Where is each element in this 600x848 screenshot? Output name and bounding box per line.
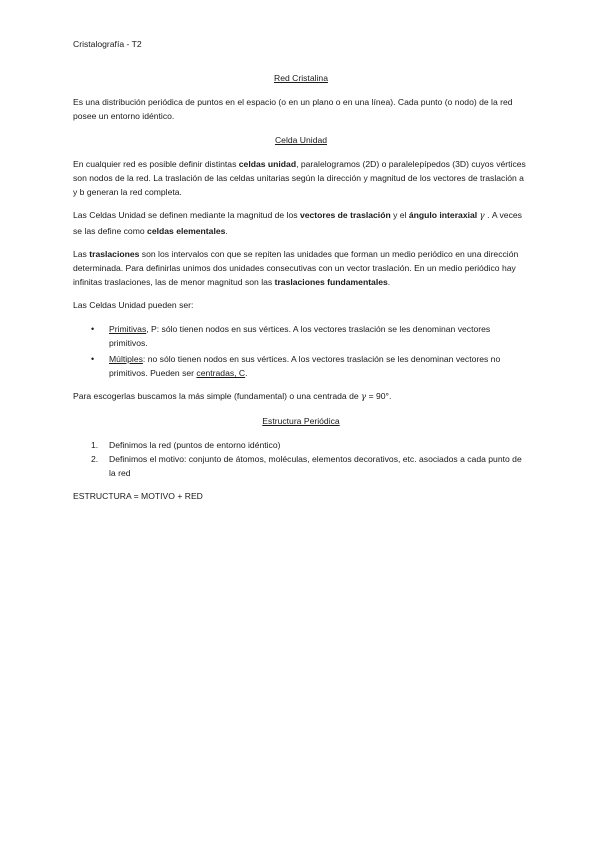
page-header: Cristalografía - T2 [73,39,142,49]
bullet-list-tipos [73,322,529,381]
list-item-paso-1: 1. Definimos la red (puntos de entorno idéntico) [109,438,529,452]
document-body [73,71,529,513]
gamma-symbol: γ [361,392,367,403]
section-title-estructura-periodica: Estructura Periódica [262,415,340,426]
bullet-icon: • [91,354,95,365]
list-item-primitivas: • Primitivas, P: sólo tienen nodos en sus vértices. A los vectores traslación se les denominan vectores primitivos. [91,323,491,348]
term-vectores-traslacion: vectores de traslación [299,210,391,221]
term-centradas: centradas, C [196,368,246,379]
section-title-celda-unidad: Celda Unidad [274,134,328,145]
paragraph-traslaciones: Las traslaciones son los intervalos con que se repiten las unidades que forman un medio periódico en una dirección determinada. Para definirlas unimos dos unidades consecutivas con un vector traslación. En un medio periódico hay infinitas traslaciones, las de menor magnitud son las traslaciones fundamentales. [73,248,519,288]
list-item-paso-2: 2. Definimos el motivo: conjunto de átomos, moléculas, elementos decorativos, etc. asociados a cada punto de la red [91,454,522,479]
paragraph-red-definition: Es una distribución periódica de puntos en el espacio (o en un plano o en una línea). Cada punto (o nodo) de la red posee un entorno idéntico. [73,97,513,122]
paragraph-escoger-celda: Para escogerlas buscamos la más simple (fundamental) o una centrada de γ = 90°. [73,391,392,403]
formula-estructura: ESTRUCTURA = MOTIVO + RED [73,491,203,502]
term-celdas-unidad: celdas unidad [238,158,297,169]
term-traslaciones-fundamentales: traslaciones fundamentales [274,277,388,288]
term-traslaciones: traslaciones [89,248,140,259]
term-multiples: Múltiples [109,354,143,365]
term-celdas-elementales: celdas elementales [147,225,226,236]
paragraph-vectores-traslacion: Las Celdas Unidad se definen mediante la magnitud de los vectores de traslación y el ángulo interaxial γ . A veces se las define como celdas elementales. [73,210,522,236]
term-primitivas: Primitivas [109,323,147,334]
numbered-list-pasos [73,438,529,481]
section-title-red-cristalina: Red Cristalina [274,73,328,83]
gamma-symbol: γ [479,211,485,222]
bullet-icon: • [91,323,95,334]
list-number: 1. [91,439,99,450]
paragraph-celdas-unidad: En cualquier red es posible definir distintas celdas unidad, paralelogramos (2D) o paralelepípedos (3D) cuyos vértices son nodos de la red. La traslación de las celdas unitarias según la dirección y magnitud de los vectores de traslación a y b generan la red completa. [73,158,526,198]
term-angulo-interaxial: ángulo interaxial [408,210,478,221]
list-item-multiples: • Múltiples: no sólo tienen nodos en sus vértices. A los vectores traslación se les denominan vectores no primitivos. Pueden ser centradas, C. [91,354,501,379]
paragraph-tipos-celdas: Las Celdas Unidad pueden ser: [73,300,194,311]
list-number: 2. [91,454,99,465]
